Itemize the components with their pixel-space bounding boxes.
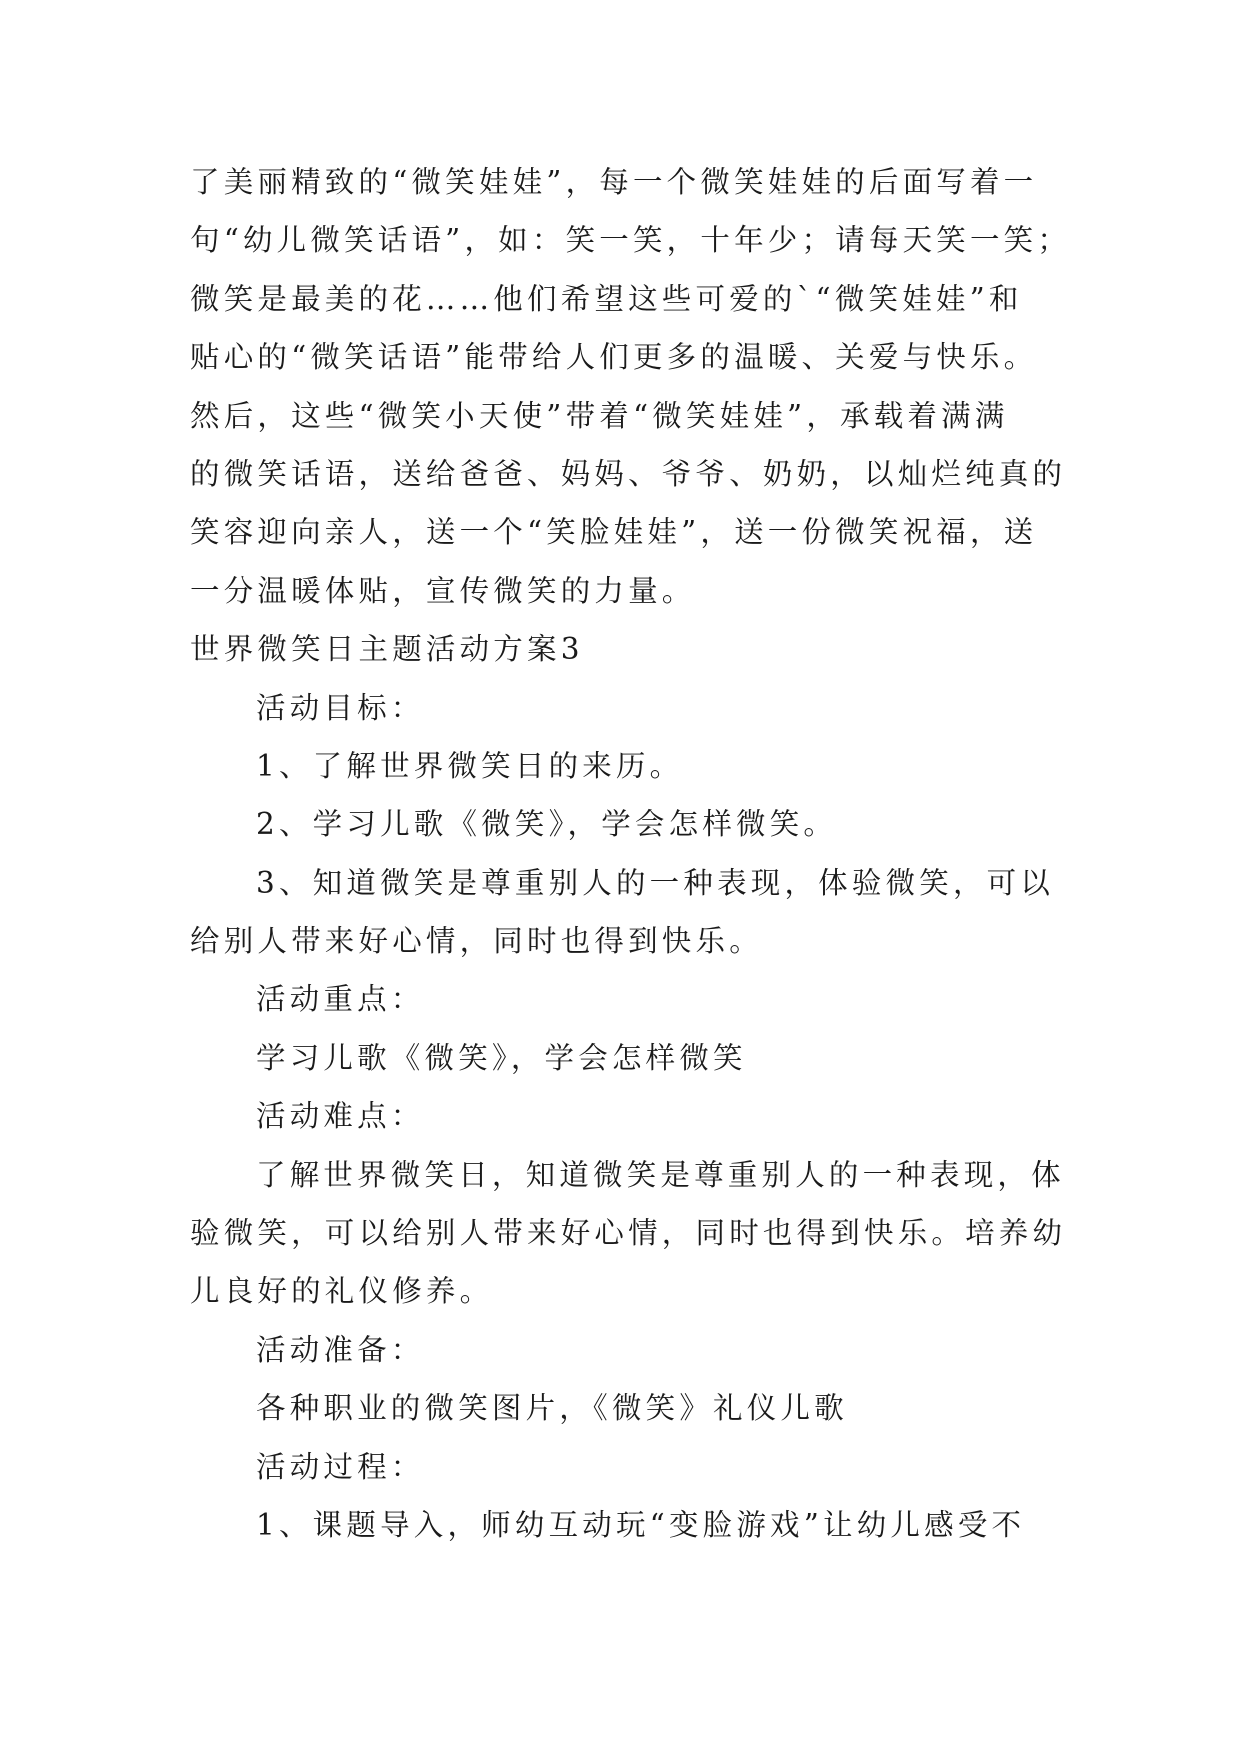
text-line: 句“幼儿微笑话语”，如：笑一笑，十年少；请每天笑一笑；: [190, 223, 1072, 258]
text-line: 了解世界微笑日，知道微笑是尊重别人的一种表现，体: [256, 1157, 1065, 1192]
text-line: 笑容迎向亲人，送一个“笑脸娃娃”，送一份微笑祝福，送: [190, 515, 1038, 550]
text-line: 验微笑，可以给别人带来好心情，同时也得到快乐。培养幼: [190, 1216, 1067, 1251]
list-item: 2、学习儿歌《微笑》，学会怎样微笑。: [256, 807, 838, 842]
text-line: 然后，这些“微笑小天使”带着“微笑娃娃”，承载着满满: [190, 398, 1009, 433]
text-line: 儿良好的礼仪修养。: [190, 1274, 494, 1309]
list-item: 1、课题导入，师幼互动玩“变脸游戏”让幼儿感受不: [256, 1507, 1026, 1542]
text-line: 的微笑话语，送给爸爸、妈妈、爷爷、奶奶，以灿烂纯真的: [190, 456, 1067, 491]
text-line: 了美丽精致的“微笑娃娃”，每一个微笑娃娃的后面写着一: [190, 165, 1038, 199]
subheading-process: 活动过程：: [256, 1449, 425, 1484]
text-line: 一分温暖体贴，宣传微笑的力量。: [190, 573, 696, 608]
subheading-difficulties: 活动难点：: [256, 1099, 425, 1134]
subheading-key-points: 活动重点：: [256, 982, 425, 1017]
text-line: 给别人带来好心情，同时也得到快乐。: [190, 924, 763, 959]
text-line: 学习儿歌《微笑》，学会怎样微笑: [256, 1040, 747, 1075]
subheading-preparation: 活动准备：: [256, 1332, 425, 1367]
text-line: 微笑是最美的花……他们希望这些可爱的`“微笑娃娃”和: [190, 281, 1023, 316]
document-body: [190, 153, 1072, 1554]
text-line: 贴心的“微笑话语”能带给人们更多的温暖、关爱与快乐。: [190, 340, 1038, 375]
list-item: 1、了解世界微笑日的来历。: [256, 748, 684, 783]
subheading-activity-goals: 活动目标：: [256, 690, 425, 725]
section-heading: 世界微笑日主题活动方案3: [190, 632, 584, 667]
text-line: 各种职业的微笑图片，《微笑》礼仪儿歌: [256, 1391, 848, 1426]
list-item: 3、知道微笑是尊重别人的一种表现，体验微笑，可以: [256, 865, 1055, 900]
